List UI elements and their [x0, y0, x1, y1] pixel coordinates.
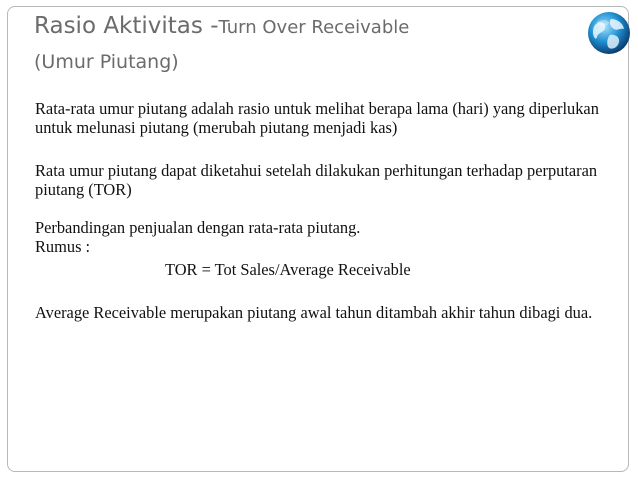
paragraph-calculation: Rata umur piutang dapat diketahui setelah dilakukan perhitungan terhadap perputaran piutang (TOR) [35, 161, 598, 199]
formula: TOR = Tot Sales/Average Receivable [165, 260, 411, 279]
globe-icon [586, 10, 632, 56]
rumus-label: Rumus : [35, 237, 91, 256]
title-main: Rasio Aktivitas - [34, 13, 219, 39]
title-sub: Turn Over Receivable [218, 17, 410, 38]
title-line2: (Umur Piutang) [34, 51, 179, 73]
paragraph-definition: Rata-rata umur piutang adalah rasio untuk melihat berapa lama (hari) yang diperlukan untuk melunasi piutang (merubah piutang menjadi kas) [35, 99, 599, 137]
slide-title [34, 9, 564, 80]
slide-body [35, 99, 623, 322]
paragraph-comparison: Perbandingan penjualan dengan rata-rata piutang. [35, 218, 361, 237]
paragraph-average-receivable: Average Receivable merupakan piutang awal tahun ditambah akhir tahun dibagi dua. [35, 303, 593, 322]
